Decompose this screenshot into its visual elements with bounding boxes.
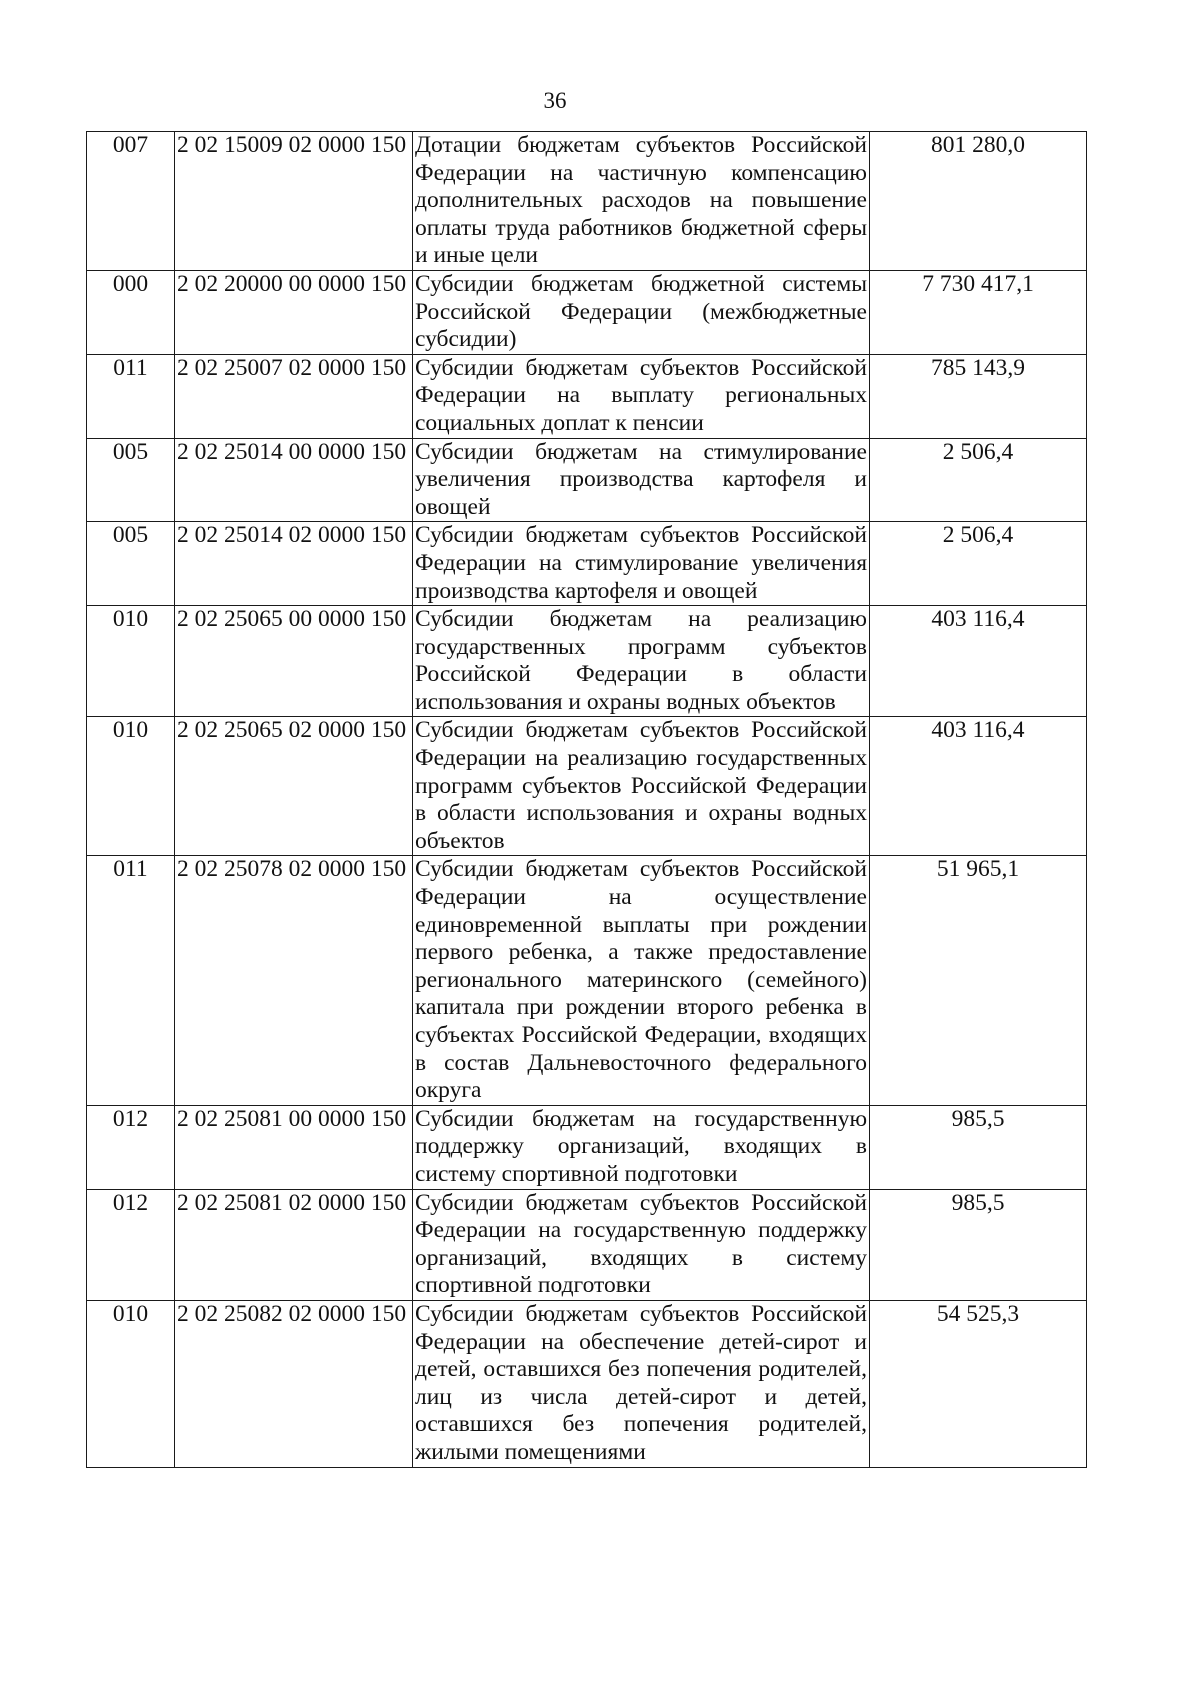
table-row xyxy=(87,522,1087,606)
budget-code-cell: 2 02 25065 02 0000 150 xyxy=(175,717,413,856)
amount-cell: 985,5 xyxy=(870,1105,1087,1189)
revenue-name-cell: Субсидии бюджетам субъектов Российской Федерации на выплату региональных социальных доплат к пенсии xyxy=(413,354,870,438)
amount-cell: 785 143,9 xyxy=(870,354,1087,438)
admin-code-cell: 010 xyxy=(87,717,175,856)
amount-cell: 403 116,4 xyxy=(870,717,1087,856)
table-row xyxy=(87,132,1087,271)
revenue-name-cell: Субсидии бюджетам на государственную поддержку организаций, входящих в систему спортивной подготовки xyxy=(413,1105,870,1189)
revenue-name-cell: Субсидии бюджетам бюджетной системы Российской Федерации (межбюджетные субсидии) xyxy=(413,270,870,354)
table-row xyxy=(87,1105,1087,1189)
admin-code-cell: 011 xyxy=(87,354,175,438)
revenue-name-cell: Субсидии бюджетам субъектов Российской Федерации на государственную поддержку организаций, входящих в систему спортивной подготовки xyxy=(413,1189,870,1300)
budget-revenue-table xyxy=(86,131,1087,1468)
budget-code-cell: 2 02 25082 02 0000 150 xyxy=(175,1300,413,1467)
table-row xyxy=(87,717,1087,856)
budget-code-cell: 2 02 15009 02 0000 150 xyxy=(175,132,413,271)
budget-code-cell: 2 02 25007 02 0000 150 xyxy=(175,354,413,438)
table-row xyxy=(87,606,1087,717)
amount-cell: 403 116,4 xyxy=(870,606,1087,717)
admin-code-cell: 010 xyxy=(87,606,175,717)
admin-code-cell: 007 xyxy=(87,132,175,271)
revenue-name-cell: Субсидии бюджетам на реализацию государственных программ субъектов Российской Федерации в области использования и охраны водных объектов xyxy=(413,606,870,717)
amount-cell: 54 525,3 xyxy=(870,1300,1087,1467)
admin-code-cell: 000 xyxy=(87,270,175,354)
amount-cell: 7 730 417,1 xyxy=(870,270,1087,354)
revenue-name-cell: Субсидии бюджетам субъектов Российской Федерации на стимулирование увеличения производства картофеля и овощей xyxy=(413,522,870,606)
budget-code-cell: 2 02 25014 02 0000 150 xyxy=(175,522,413,606)
admin-code-cell: 005 xyxy=(87,522,175,606)
amount-cell: 801 280,0 xyxy=(870,132,1087,271)
budget-code-cell: 2 02 25078 02 0000 150 xyxy=(175,856,413,1105)
revenue-name-cell: Субсидии бюджетам на стимулирование увеличения производства картофеля и овощей xyxy=(413,438,870,522)
table-row xyxy=(87,856,1087,1105)
admin-code-cell: 012 xyxy=(87,1105,175,1189)
table-row xyxy=(87,270,1087,354)
revenue-name-cell: Субсидии бюджетам субъектов Российской Федерации на осуществление единовременной выплаты при рождении первого ребенка, а также предоставление регионального материнского (семейного) капитала при рождении второго ребенка в субъектах Российской Федерации, входящих в состав Дальневосточного федерального округа xyxy=(413,856,870,1105)
revenue-name-cell: Дотации бюджетам субъектов Российской Федерации на частичную компенсацию дополнительных расходов на повышение оплаты труда работников бюджетной сферы и иные цели xyxy=(413,132,870,271)
table-row xyxy=(87,1300,1087,1467)
revenue-name-cell: Субсидии бюджетам субъектов Российской Федерации на реализацию государственных программ субъектов Российской Федерации в области использования и охраны водных объектов xyxy=(413,717,870,856)
budget-code-cell: 2 02 20000 00 0000 150 xyxy=(175,270,413,354)
admin-code-cell: 012 xyxy=(87,1189,175,1300)
amount-cell: 2 506,4 xyxy=(870,522,1087,606)
amount-cell: 2 506,4 xyxy=(870,438,1087,522)
admin-code-cell: 010 xyxy=(87,1300,175,1467)
budget-code-cell: 2 02 25065 00 0000 150 xyxy=(175,606,413,717)
amount-cell: 985,5 xyxy=(870,1189,1087,1300)
table-row xyxy=(87,1189,1087,1300)
revenue-name-cell: Субсидии бюджетам субъектов Российской Федерации на обеспечение детей-сирот и детей, оставшихся без попечения родителей, лиц из числа детей-сирот и детей, оставшихся без попечения родителей, жилыми помещениями xyxy=(413,1300,870,1467)
table-row xyxy=(87,438,1087,522)
budget-code-cell: 2 02 25081 00 0000 150 xyxy=(175,1105,413,1189)
budget-code-cell: 2 02 25014 00 0000 150 xyxy=(175,438,413,522)
amount-cell: 51 965,1 xyxy=(870,856,1087,1105)
budget-code-cell: 2 02 25081 02 0000 150 xyxy=(175,1189,413,1300)
table-row xyxy=(87,354,1087,438)
page-number: 36 xyxy=(543,88,567,113)
admin-code-cell: 011 xyxy=(87,856,175,1105)
admin-code-cell: 005 xyxy=(87,438,175,522)
